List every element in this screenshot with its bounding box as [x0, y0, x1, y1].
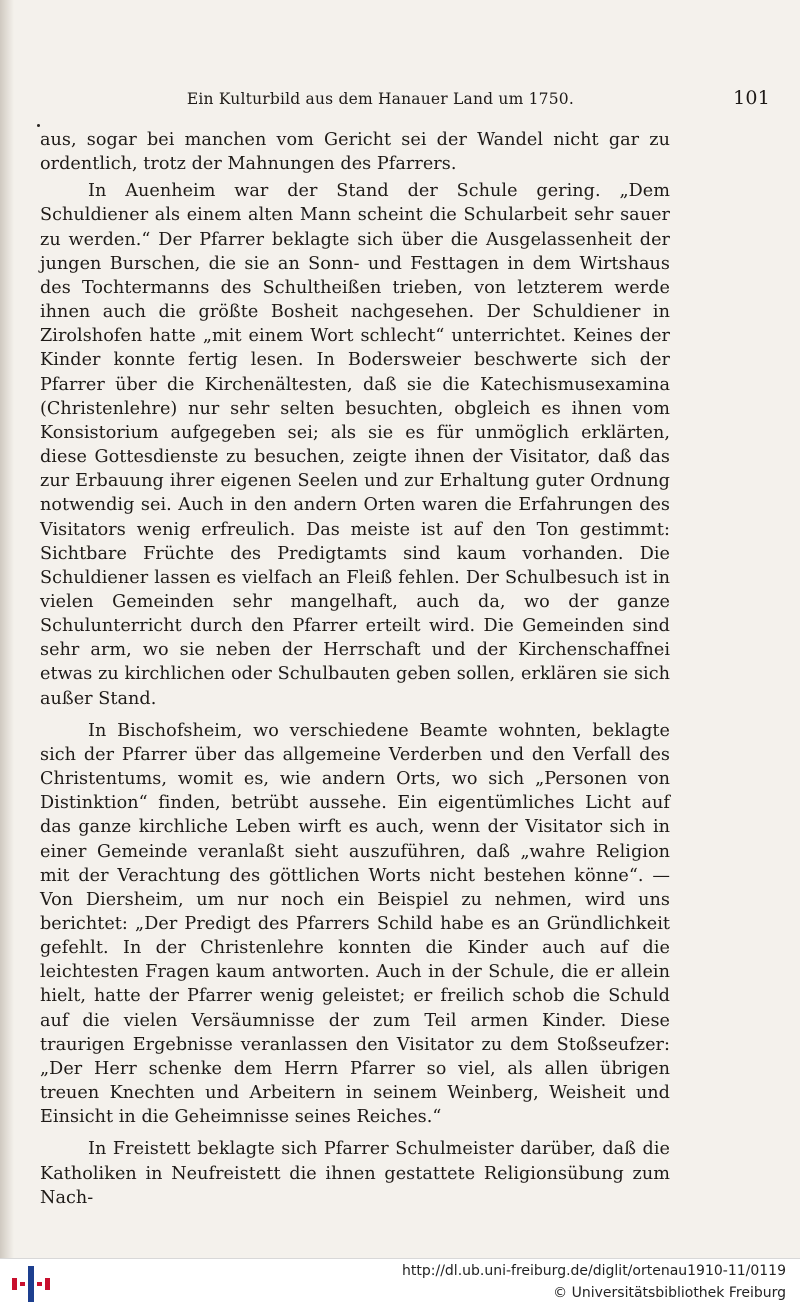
body-text	[40, 128, 670, 1210]
running-head-title: Ein Kulturbild aus dem Hanauer Land um 1750.	[186, 90, 574, 108]
page-number: 101	[733, 87, 770, 109]
ub-freiburg-logo-icon[interactable]	[10, 1262, 52, 1306]
paragraph-3: In Bischofsheim, wo verschiedene Beamte wohnten, beklagte sich der Pfarrer über das allgemeine Verderben und den Verfall des Christentums, womit es, wie andern Orts, wo sich „Personen von Distinktion“ finden, betrübt aussehe. Ein eigentümliches Licht auf das ganze kirchliche Leben wirft es auch, wenn der Visitator sich in einer Gemeinde veranlaßt sieht auszuführen, daß „wahre Religion mit der Verachtung des göttlichen Worts nicht bestehen könne“. — Von Diersheim, um nur noch ein Beispiel zu nehmen, wird uns berichtet: „Der Predigt des Pfarrers Schild habe es an Gründlichkeit gefehlt. In der Christenlehre konnten die Kinder auch auf die leichtesten Fragen kaum antworten. Auch in der Schule, die er allein hielt, hatte der Pfarrer wenig geleistet; er freilich schob die Schuld auf die vielen Versäumnisse der zum Teil armen Kinder. Diese traurigen Ergebnisse veranlassen den Visitator zu dem Stoßseufzer: „Der Herr schenke dem Herrn Pfarrer so viel, als allen übrigen treuen Knechten und Arbeitern in seinem Weinberg, Weisheit und Einsicht in die Geheimnisse seines Reiches.“	[40, 720, 670, 1128]
paragraph-4: In Freistett beklagte sich Pfarrer Schulmeister darüber, daß die Katholiken in Neufreistett die ihnen gestattete Religionsübung zum Nach-	[40, 1139, 670, 1208]
running-head	[40, 87, 770, 109]
source-url-link[interactable]: http://dl.ub.uni-freiburg.de/diglit/ortenau1910-11/0119	[402, 1263, 786, 1279]
paragraph-1: aus, sogar bei manchen vom Gericht sei der Wandel nicht gar zu ordentlich, trotz der Mahnungen des Pfarrers.	[40, 130, 670, 175]
copyright-notice: © Universitätsbibliothek Freiburg	[553, 1285, 786, 1301]
gutter-shadow	[0, 0, 14, 1258]
print-speck	[37, 124, 40, 127]
viewer-footer	[0, 1258, 800, 1309]
paragraph-2: In Auenheim war der Stand der Schule gering. „Dem Schuldiener als einem alten Mann scheint die Schularbeit sehr sauer zu werden.“ Der Pfarrer beklagte sich über die Ausgelassenheit der jungen Burschen, die sie an Sonn- und Festtagen in dem Wirtshaus des Tochtermanns des Schultheißen trieben, von letzterem werde ihnen auch die größte Bosheit nachgesehen. Der Schuldiener in Zirolshofen hatte „mit einem Wort schlecht“ unterrichtet. Keines der Kinder konnte fertig lesen. In Bodersweier beschwerte sich der Pfarrer über die Kirchenältesten, daß sie die Katechismusexamina (Christenlehre) nur sehr selten besuchten, obgleich es ihnen vom Konsistorium aufgegeben sei; als sie es für unmöglich erklärten, diese Gottesdienste zu besuchen, zeigte ihnen der Visitator, daß das zur Erbauung ihrer eigenen Seelen und zur Erhaltung guter Ordnung notwendig sei. Auch in den andern Orten waren die Erfahrungen des Visitators wenig erfreulich. Das meiste ist auf den Ton gestimmt: Sichtbare Früchte des Predigtamts sind kaum vorhanden. Die Schuldiener lassen es vielfach an Fleiß fehlen. Der Schulbesuch ist in vielen Gemeinden sehr mangelhaft, auch da, wo der ganze Schulunterricht durch den Pfarrer erteilt wird. Die Gemeinden sind sehr arm, wo sie neben der Herrschaft und der Kirchenschaffnei etwas zu kirchlichen oder Schulbauten geben sollen, erklären sie sich außer Stand.	[40, 181, 670, 709]
